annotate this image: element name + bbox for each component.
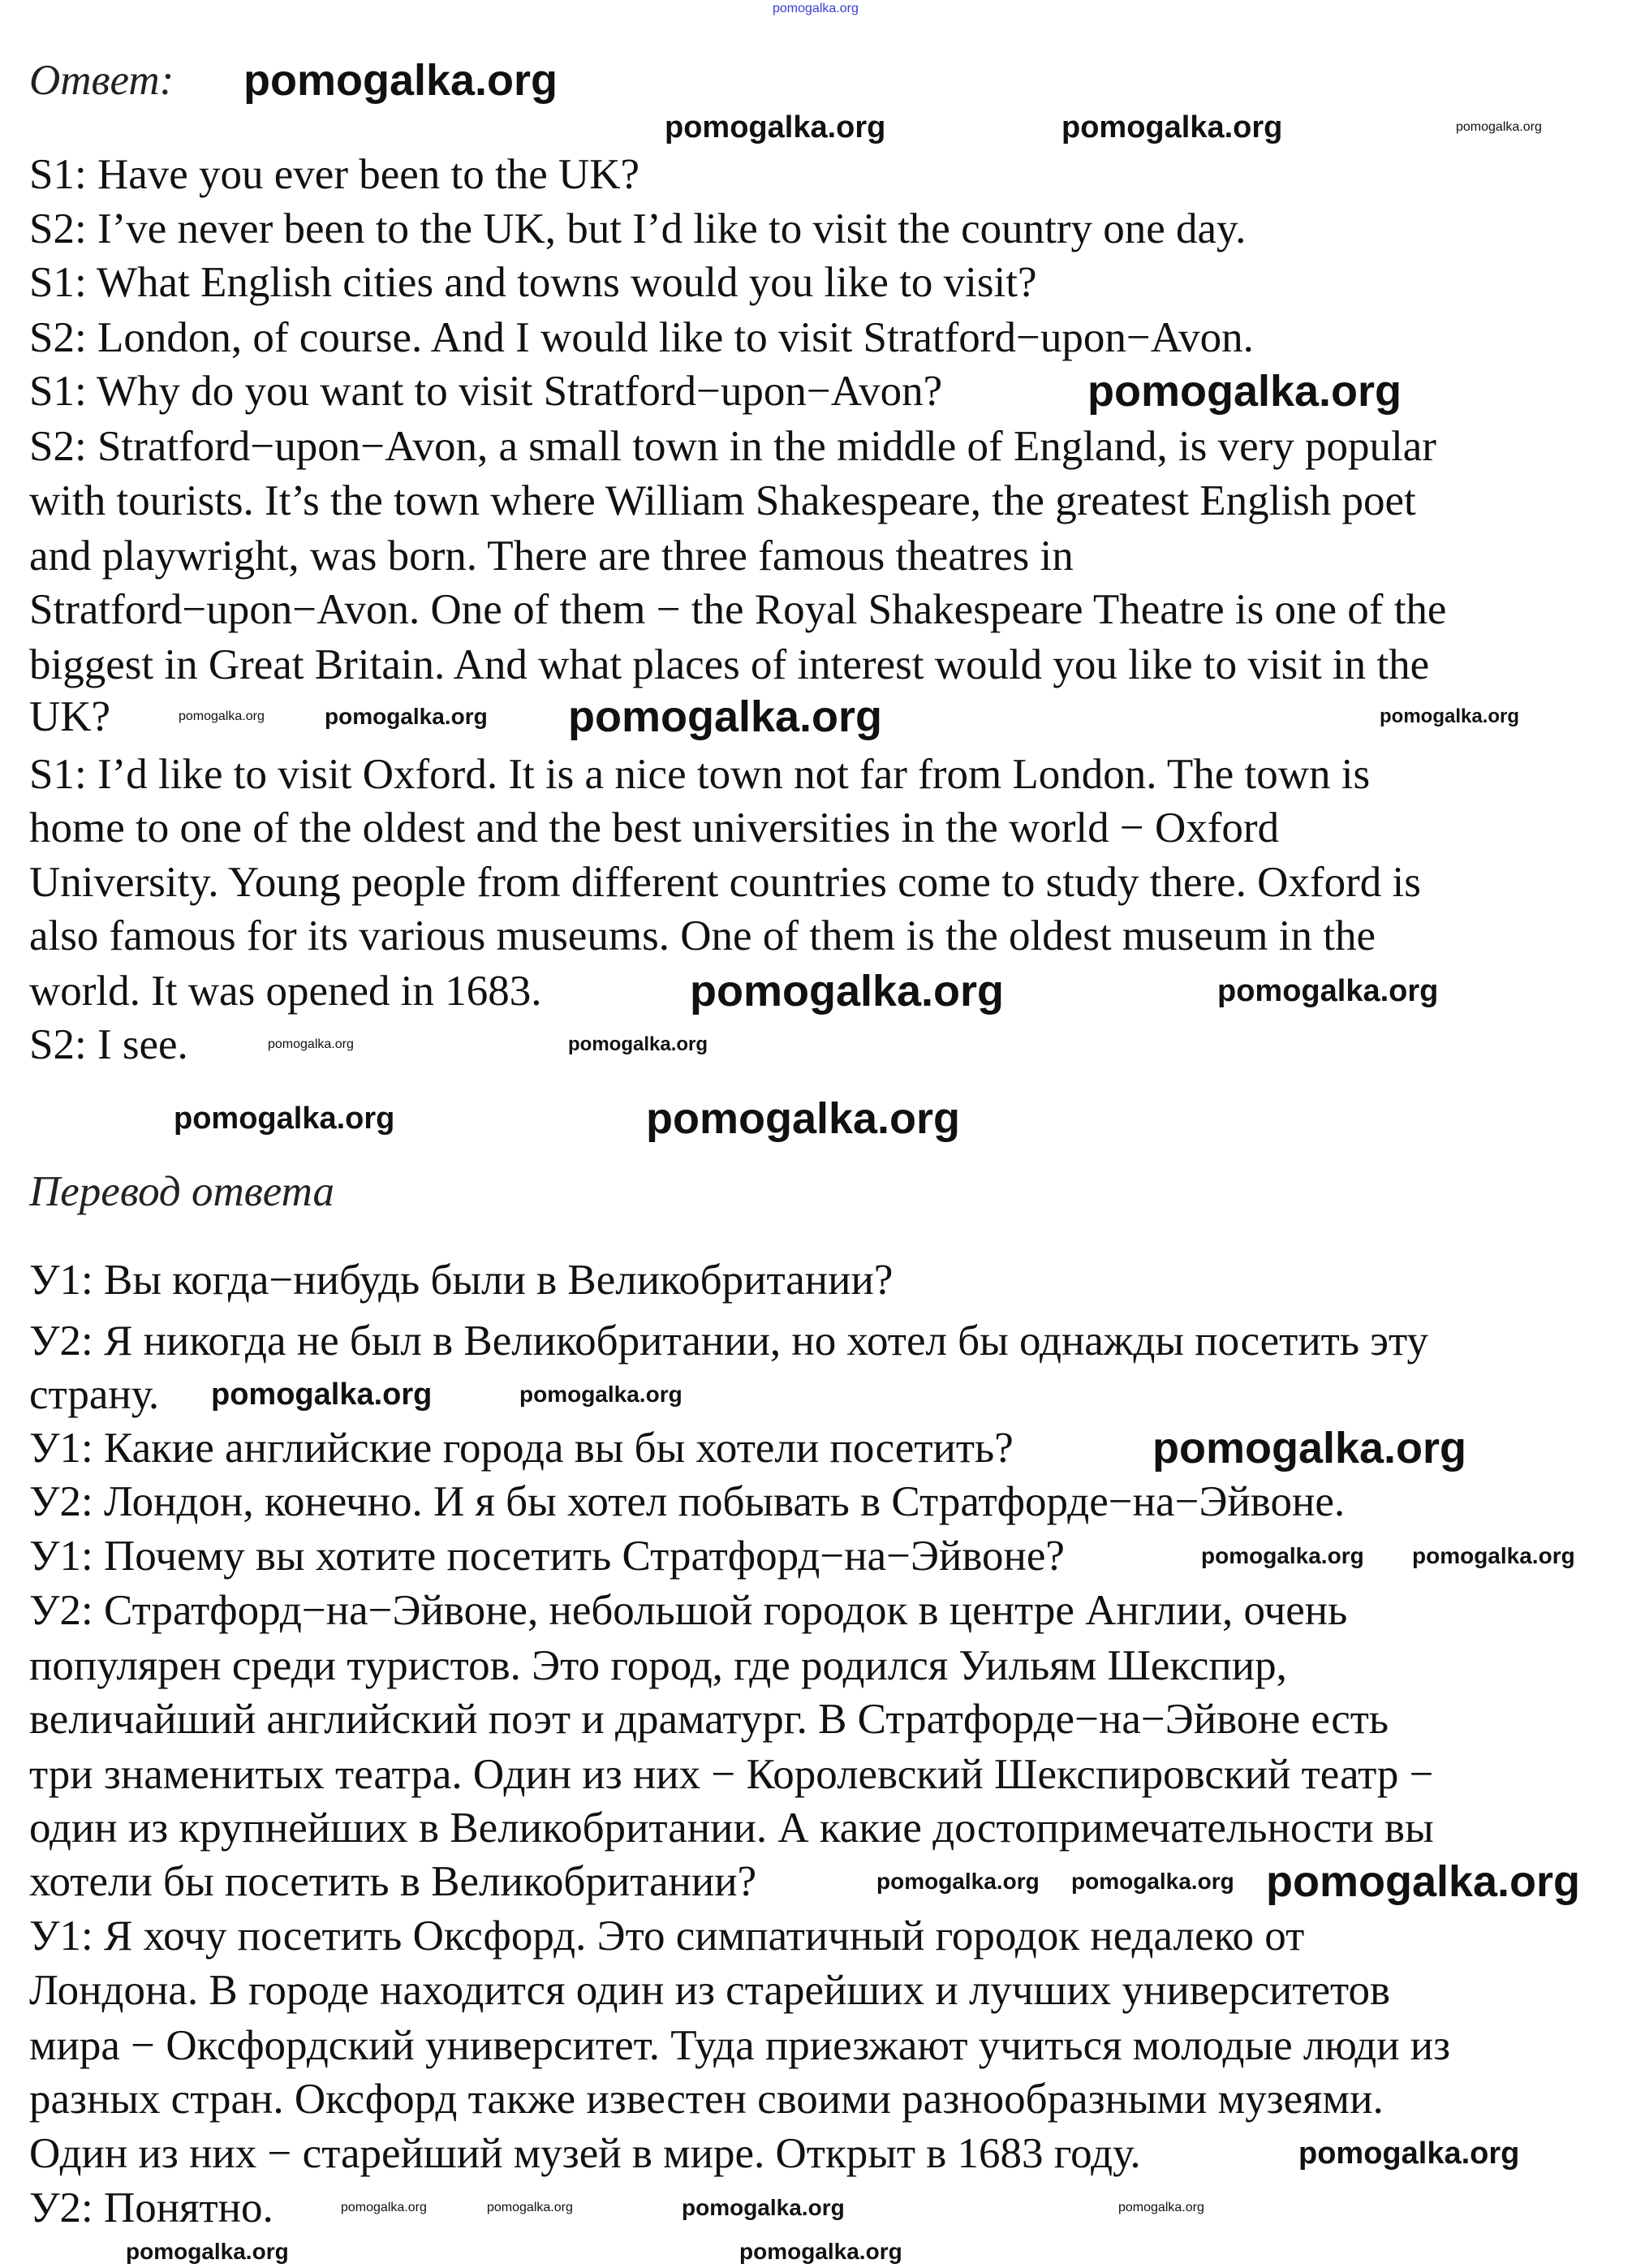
answer-heading: Ответ: — [29, 57, 174, 104]
translation-line: один из крупнейших в Великобритании. А какие достопримечательности вы — [29, 1804, 1434, 1852]
watermark: pomogalka.org — [1298, 2136, 1520, 2171]
translation-line: У1: Какие английские города вы бы хотели посетить? — [29, 1425, 1014, 1472]
translation-line: три знаменитых театра. Один из них − Королевский Шекспировский театр − — [29, 1751, 1434, 1798]
answer-line: S1: What English cities and towns would you like to visit? — [29, 259, 1037, 306]
watermark: pomogalka.org — [1217, 974, 1439, 1008]
watermark: pomogalka.org — [126, 2239, 289, 2264]
answer-line: S1: Why do you want to visit Stratford−upon−Avon? — [29, 368, 943, 415]
answer-line: UK? — [29, 693, 111, 740]
translation-line: популярен среди туристов. Это город, где родился Уильям Шекспир, — [29, 1642, 1287, 1689]
watermark: pomogalka.org — [568, 692, 883, 741]
answer-line: S1: I’d like to visit Oxford. It is a nice town not far from London. The town is — [29, 751, 1371, 798]
translation-line: У2: Я никогда не был в Великобритании, но хотел бы однажды посетить эту — [29, 1317, 1428, 1365]
watermark: pomogalka.org — [568, 1033, 708, 1055]
translation-line: У1: Вы когда−нибудь были в Великобритании? — [29, 1257, 894, 1304]
watermark: pomogalka.org — [325, 704, 488, 729]
translation-line: У2: Понятно. — [29, 2184, 273, 2231]
watermark: pomogalka.org — [1456, 120, 1542, 134]
watermark: pomogalka.org — [243, 56, 558, 105]
answer-line: S2: I see. — [29, 1021, 188, 1068]
watermark: pomogalka.org — [1061, 110, 1283, 144]
translation-line: У2: Лондон, конечно. И я бы хотел побывать в Стратфорде−на−Эйвоне. — [29, 1478, 1346, 1525]
answer-line: S2: I’ve never been to the UK, but I’d like to visit the country one day. — [29, 205, 1247, 252]
watermark: pomogalka.org — [174, 1102, 395, 1136]
translation-line: величайший английский поэт и драматург. В Стратфорде−на−Эйвоне есть — [29, 1696, 1389, 1743]
watermark: pomogalka.org — [690, 967, 1005, 1015]
answer-line: and playwright, was born. There are three famous theatres in — [29, 533, 1074, 580]
watermark: pomogalka.org — [876, 1869, 1040, 1894]
watermark: pomogalka.org — [1201, 1543, 1364, 1568]
watermark: pomogalka.org — [773, 2, 859, 15]
watermark: pomogalka.org — [1266, 1857, 1581, 1906]
answer-line: home to one of the oldest and the best universities in the world − Oxford — [29, 804, 1280, 852]
translation-line: У1: Почему вы хотите посетить Стратфорд−на−Эйвоне? — [29, 1533, 1065, 1580]
answer-line: S1: Have you ever been to the UK? — [29, 151, 640, 198]
translation-line: Лондона. В городе находится один из старейших и лучших университетов — [29, 1967, 1391, 2014]
answer-line: University. Young people from different countries come to study there. Oxford is — [29, 859, 1421, 906]
watermark: pomogalka.org — [646, 1094, 961, 1143]
watermark: pomogalka.org — [1152, 1424, 1467, 1472]
watermark: pomogalka.org — [211, 1378, 433, 1412]
answer-line: world. It was opened in 1683. — [29, 968, 542, 1015]
watermark: pomogalka.org — [1087, 367, 1402, 416]
translation-line: У1: Я хочу посетить Оксфорд. Это симпатичный городок недалеко от — [29, 1912, 1305, 1960]
answer-line: S2: Stratford−upon−Avon, a small town in the middle of England, is very popular — [29, 423, 1436, 470]
watermark: pomogalka.org — [179, 709, 265, 723]
translation-heading: Перевод ответа — [29, 1168, 335, 1215]
translation-line: мира − Оксфордский университет. Туда приезжают учиться молодые люди из — [29, 2022, 1451, 2069]
watermark: pomogalka.org — [1412, 1543, 1575, 1568]
watermark: pomogalka.org — [1380, 705, 1520, 727]
watermark: pomogalka.org — [519, 1382, 683, 1407]
watermark: pomogalka.org — [1118, 2201, 1204, 2214]
watermark: pomogalka.org — [341, 2201, 427, 2214]
watermark: pomogalka.org — [682, 2195, 845, 2220]
answer-line: also famous for its various museums. One of them is the oldest museum in the — [29, 912, 1376, 959]
watermark: pomogalka.org — [487, 2201, 573, 2214]
watermark: pomogalka.org — [268, 1037, 354, 1051]
watermark: pomogalka.org — [665, 110, 886, 144]
translation-line: разных стран. Оксфорд также известен своими разнообразными музеями. — [29, 2076, 1384, 2123]
translation-line: хотели бы посетить в Великобритании? — [29, 1858, 757, 1905]
answer-line: Stratford−upon−Avon. One of them − the Royal Shakespeare Theatre is one of the — [29, 586, 1447, 633]
answer-line: with tourists. It’s the town where William Shakespeare, the greatest English poet — [29, 477, 1416, 524]
watermark: pomogalka.org — [1071, 1869, 1234, 1894]
translation-line: Один из них − старейший музей в мире. Открыт в 1683 году. — [29, 2130, 1141, 2177]
translation-line: У2: Стратфорд−на−Эйвоне, небольшой городок в центре Англии, очень — [29, 1587, 1348, 1634]
watermark: pomogalka.org — [739, 2239, 902, 2264]
answer-line: biggest in Great Britain. And what places of interest would you like to visit in the — [29, 641, 1430, 688]
translation-line: страну. — [29, 1371, 160, 1418]
answer-line: S2: London, of course. And I would like to visit Stratford−upon−Avon. — [29, 314, 1254, 361]
